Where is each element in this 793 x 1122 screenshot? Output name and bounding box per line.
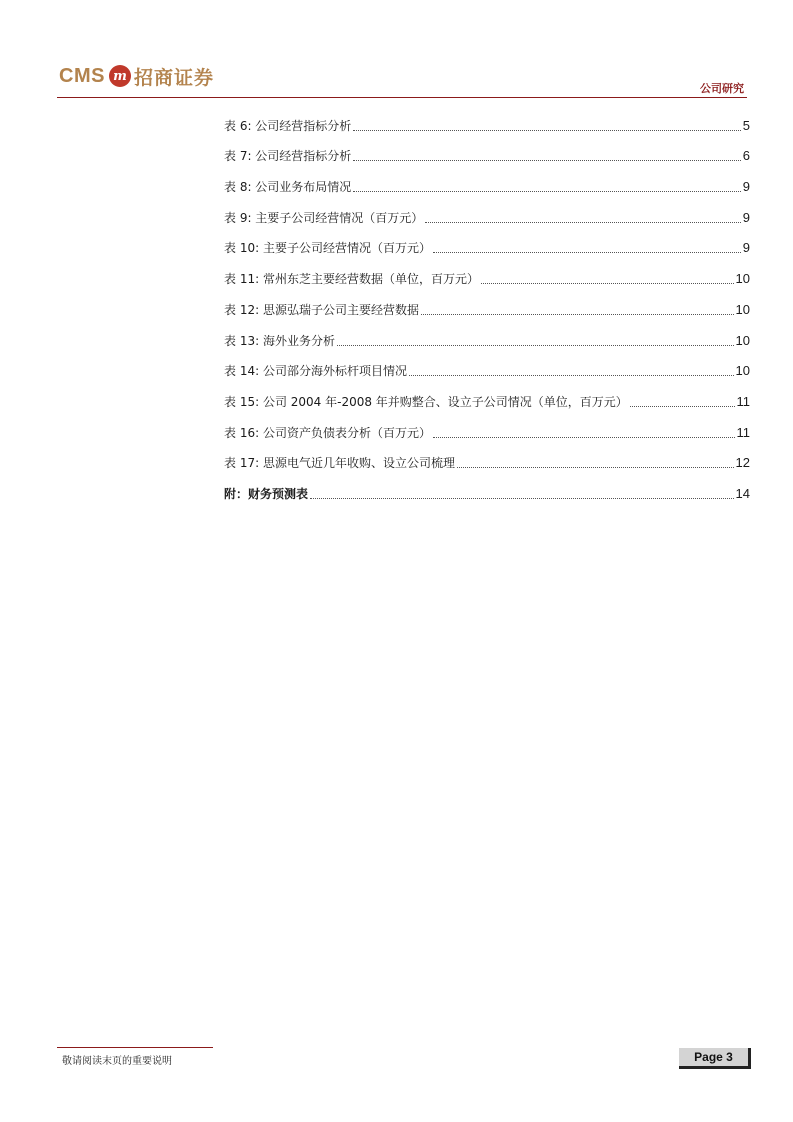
toc-entry-appendix[interactable] [224, 471, 750, 502]
toc-entry[interactable] [224, 256, 750, 287]
toc-leader-dots [457, 467, 734, 468]
toc-leader-dots [630, 406, 735, 407]
toc-leader-dots [481, 283, 734, 284]
toc-entry-label: 表 14: 公司部分海外标杆项目情况 [224, 364, 407, 379]
toc-entry-label: 表 13: 海外业务分析 [224, 333, 335, 348]
toc-entry-page: 9 [742, 179, 750, 195]
toc-leader-dots [353, 160, 740, 161]
toc-leader-dots [433, 252, 741, 253]
toc-entry-label: 表 11: 常州东芝主要经营数据（单位，百万元） [224, 272, 479, 287]
toc-entry-label: 表 16: 公司资产负债表分析（百万元） [224, 425, 431, 440]
toc-entry-page: 10 [735, 332, 750, 348]
toc-leader-dots [353, 130, 740, 131]
toc-entry[interactable] [224, 195, 750, 226]
toc-leader-dots [409, 375, 734, 376]
toc-entry-label: 表 15: 公司 2004 年-2008 年并购整合、设立子公司情况（单位，百万元） [224, 394, 628, 409]
toc-entry[interactable] [224, 441, 750, 472]
toc-entry-label: 附：财务预测表 [224, 486, 309, 501]
toc-entry[interactable] [224, 287, 750, 318]
toc-entry[interactable] [224, 134, 750, 165]
toc-entry-label: 表 7: 公司经营指标分析 [224, 149, 352, 164]
logo-cms-text: CMS [59, 64, 105, 87]
toc-entry-label: 表 8: 公司业务布局情况 [224, 180, 352, 195]
toc-entry[interactable] [224, 349, 750, 380]
toc-entry-page: 10 [735, 301, 750, 317]
toc-entry[interactable] [224, 103, 750, 134]
page-number-box: Page 3 [679, 1048, 751, 1069]
logo-seal-icon: m [109, 65, 131, 87]
table-of-contents [224, 103, 750, 502]
toc-leader-dots [337, 345, 734, 346]
toc-entry[interactable] [224, 379, 750, 410]
toc-entry-page: 10 [735, 363, 750, 379]
logo-company-name: 招商证券 [133, 66, 214, 89]
toc-leader-dots [353, 191, 740, 192]
toc-entry-page: 12 [735, 455, 750, 471]
toc-entry-page: 9 [742, 240, 750, 256]
toc-leader-dots [433, 437, 735, 438]
toc-leader-dots [421, 314, 734, 315]
disclaimer-note: 敬请阅读末页的重要说明 [62, 1056, 172, 1067]
toc-entry-page: 10 [735, 271, 750, 287]
toc-leader-dots [310, 498, 734, 499]
toc-entry-label: 表 17: 思源电气近几年收购、设立公司梳理 [224, 456, 455, 471]
toc-entry-page: 9 [742, 209, 750, 225]
toc-entry[interactable] [224, 226, 750, 257]
toc-entry-label: 表 9: 主要子公司经营情况（百万元） [224, 210, 424, 225]
cms-logo [59, 62, 214, 90]
header-divider [57, 97, 747, 98]
section-label: 公司研究 [700, 82, 744, 95]
footer-divider [57, 1047, 213, 1048]
toc-entry-page: 11 [736, 424, 750, 440]
toc-entry-label: 表 12: 思源弘瑞子公司主要经营数据 [224, 302, 419, 317]
toc-entry[interactable] [224, 410, 750, 441]
toc-entry-page: 5 [742, 117, 750, 133]
toc-entry-page: 14 [735, 485, 750, 501]
toc-leader-dots [425, 222, 740, 223]
toc-entry-label: 表 6: 公司经营指标分析 [224, 118, 352, 133]
toc-entry[interactable] [224, 164, 750, 195]
toc-entry-page: 11 [736, 393, 750, 409]
toc-entry-page: 6 [742, 148, 750, 164]
toc-entry-label: 表 10: 主要子公司经营情况（百万元） [224, 241, 431, 256]
toc-entry[interactable] [224, 318, 750, 349]
